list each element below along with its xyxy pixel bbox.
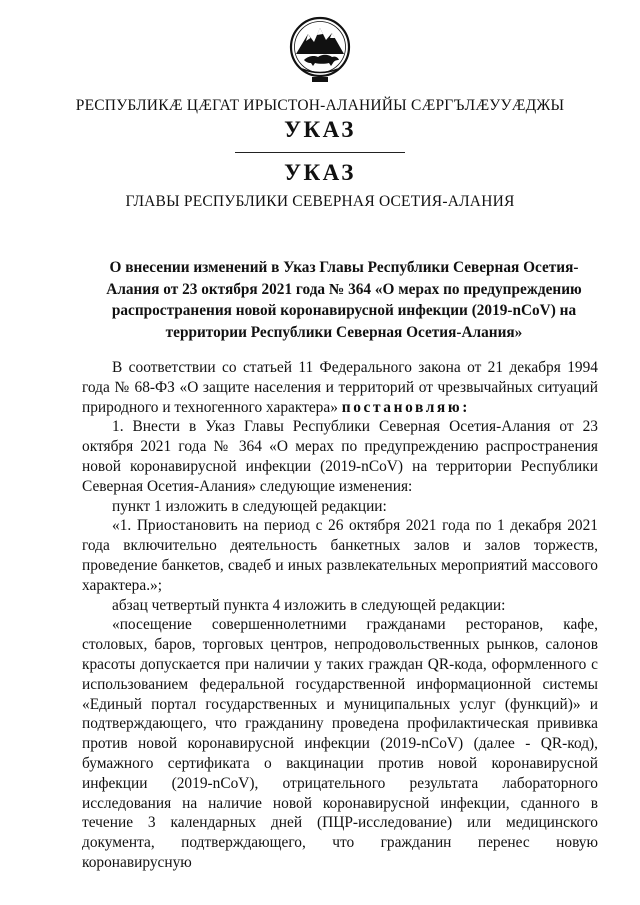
decree-title-ossetian: УКАЗ <box>284 117 356 142</box>
point-4-text: «посещение совершеннолетними гражданами ресторанов, кафе, столовых, баров, торговых центров, непродовольственных рынков, салонов красоты допускается при наличии у таких граждан QR-кода, оформленного с использованием федеральной государственной информационной системы «Единый портал государственных и муниципальных услуг (функций)» и подтверждающего, что гражданину проведена профилактическая прививка против новой коронавирусной инфекции (2019-nCoV) (далее - QR-код), бумажного сертификата о вакцинации против новой коронавирусной инфекции (2019-nCoV), отрицательного результата лабораторного исследования на наличие новой коронавирусной инфекции, сданного в течение 3 календарных дней (ПЦР-исследование) или медицинского документа, подтверждающего, что гражданин перенес новую коронавирусную <box>82 616 598 871</box>
head-of-republic-title: ГЛАВЫ РЕСПУБЛИКИ СЕВЕРНАЯ ОСЕТИЯ-АЛАНИЯ <box>125 193 515 210</box>
point-4-intro: абзац четвертый пункта 4 изложить в следующей редакции: <box>112 596 506 614</box>
decree-body <box>82 358 598 873</box>
point-1-text: «1. Приостановить на период с 26 октября 2021 года по 1 декабря 2021 года включительно деятельность банкетных залов и залов торжеств, проведение банкетов, свадеб и иных развлекательных мероприятий массового характера.»; <box>82 517 598 594</box>
preamble-text: В соответствии со статьей 11 Федерального закона от 21 декабря 1994 года № 68-ФЗ «О защите населения и территорий от чрезвычайных ситуаций природного и техногенного характера» <box>82 359 598 416</box>
item-1-paragraph: 1. Внести в Указ Главы Республики Северная Осетия-Алания от 23 октября 2021 года № 364 «О мерах по предупреждению распространения новой коронавирусной инфекции (2019-nCoV) на территории Республики Северная Осетия-Алания» следующие изменения: <box>82 418 598 495</box>
decree-word: постановляю: <box>341 398 470 416</box>
decree-title-russian: УКАЗ <box>284 160 356 185</box>
title-divider <box>235 152 405 153</box>
decree-subject: О внесении изменений в Указ Главы Республики Северная Осетия-Алания от 23 октября 2021 года № 364 «О мерах по предупреждению распространения новой коронавирусной инфекции (2019-nCoV) на территории Республики Северная Осетия-Алания» <box>106 259 582 341</box>
point-1-intro: пункт 1 изложить в следующей редакции: <box>112 497 387 515</box>
coat-of-arms-icon <box>288 14 352 84</box>
preamble-paragraph <box>82 358 598 417</box>
republic-title-ossetian: РЕСПУБЛИКӔ ЦӔГАТ ИРЫСТОН-АЛАНИЙЫ СӔРГЪЛӔУУӔДЖЫ <box>75 97 565 114</box>
